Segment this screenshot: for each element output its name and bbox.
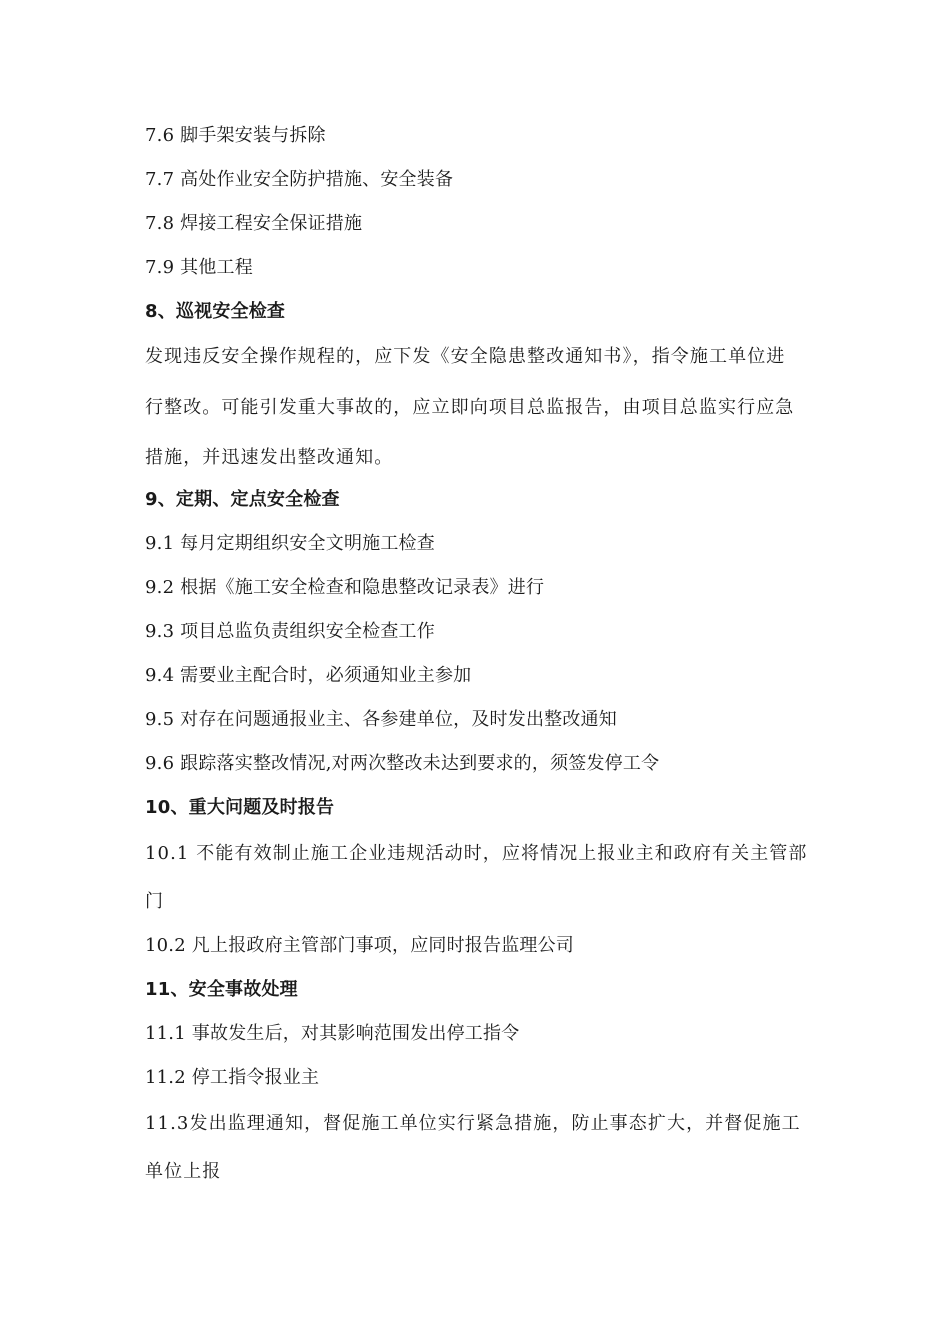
item-11-2: 11.2 停工指令报业主 bbox=[145, 1067, 320, 1088]
item-7-9: 7.9 其他工程 bbox=[145, 257, 253, 278]
item-7-8: 7.8 焊接工程安全保证措施 bbox=[145, 213, 363, 234]
section-heading-9: 9、定期、定点安全检查 bbox=[145, 489, 340, 510]
item-7-6: 7.6 脚手架安装与拆除 bbox=[145, 125, 326, 146]
item-9-2: 9.2 根据《施工安全检查和隐患整改记录表》进行 bbox=[145, 577, 545, 598]
item-7-7: 7.7 高处作业安全防护措施、安全装备 bbox=[145, 169, 454, 190]
item-10-1-line-2: 门 bbox=[145, 891, 165, 912]
item-9-1: 9.1 每月定期组织安全文明施工检查 bbox=[145, 533, 435, 554]
item-11-1: 11.1 事故发生后，对其影响范围发出停工指令 bbox=[145, 1023, 520, 1044]
paragraph-8-line-1: 发现违反安全操作规程的，应下发《安全隐患整改通知书》，指令施工单位进 bbox=[145, 346, 786, 367]
item-9-6: 9.6 跟踪落实整改情况,对两次整改未达到要求的，须签发停工令 bbox=[145, 753, 660, 774]
item-11-3-line-2: 单位上报 bbox=[145, 1161, 222, 1182]
paragraph-8-line-3: 措施，并迅速发出整改通知。 bbox=[145, 447, 394, 468]
item-9-5: 9.5 对存在问题通报业主、各参建单位，及时发出整改通知 bbox=[145, 709, 617, 730]
section-heading-11: 11、安全事故处理 bbox=[145, 979, 298, 1000]
paragraph-8-line-2: 行整改。可能引发重大事故的，应立即向项目总监报告，由项目总监实行应急 bbox=[145, 397, 795, 418]
item-9-4: 9.4 需要业主配合时，必须通知业主参加 bbox=[145, 665, 472, 686]
item-11-3-line-1: 11.3发出监理通知，督促施工单位实行紧急措施，防止事态扩大，并督促施工 bbox=[145, 1113, 801, 1134]
item-10-1-line-1: 10.1 不能有效制止施工企业违规活动时，应将情况上报业主和政府有关主管部 bbox=[145, 843, 808, 864]
section-heading-8: 8、巡视安全检查 bbox=[145, 301, 286, 322]
item-9-3: 9.3 项目总监负责组织安全检查工作 bbox=[145, 621, 435, 642]
item-10-2: 10.2 凡上报政府主管部门事项，应同时报告监理公司 bbox=[145, 935, 574, 956]
section-heading-10: 10、重大问题及时报告 bbox=[145, 797, 335, 818]
